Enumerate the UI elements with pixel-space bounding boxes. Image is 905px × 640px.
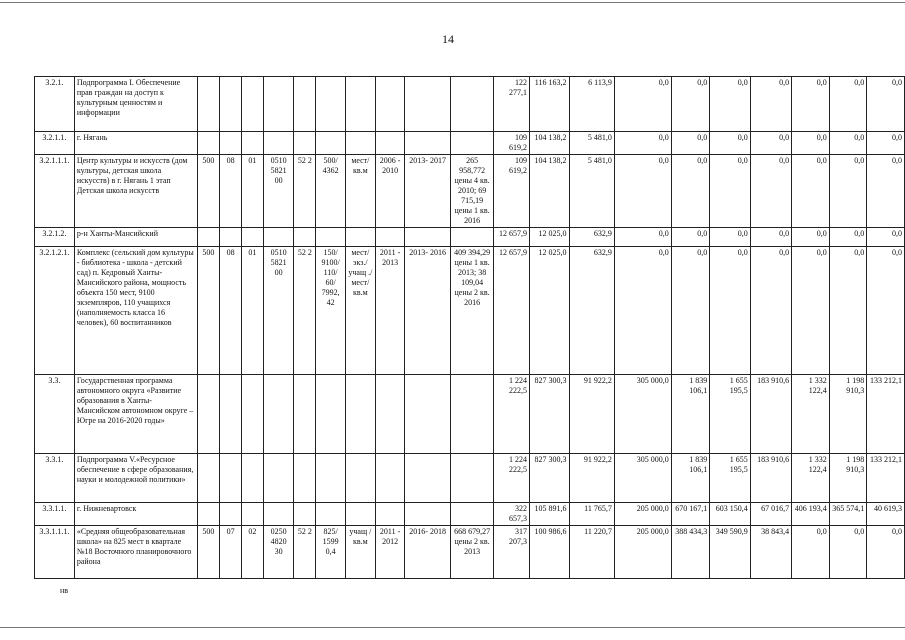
table-cell — [405, 375, 450, 454]
table-cell: 0,0 — [867, 228, 905, 247]
table-cell — [375, 503, 405, 526]
scan-edge-bottom — [0, 627, 905, 628]
table-cell: 133 212,1 — [867, 375, 905, 454]
table-cell: 0,0 — [829, 132, 867, 155]
table-cell: 122 277,1 — [494, 77, 530, 132]
table-cell — [375, 375, 405, 454]
table-cell: 0,0 — [614, 228, 671, 247]
table-cell: 01 — [242, 247, 264, 375]
table-cell: Подпрограмма V.«Ресурсное обеспечение в сфере образования, науки и молодежной политики» — [74, 454, 197, 503]
table-cell: 11 220,7 — [569, 526, 614, 579]
table-cell: 6 113,9 — [569, 77, 614, 132]
table-cell — [263, 228, 294, 247]
table-cell: 0,0 — [867, 155, 905, 228]
table-cell — [242, 228, 264, 247]
table-cell: 265 958,772 цены 4 кв. 2010; 69 715,19 цены 1 кв. 2016 — [450, 155, 494, 228]
table-cell: 91 922,2 — [569, 454, 614, 503]
table-cell: 3.2.1.1. — [35, 132, 75, 155]
table-cell: 67 016,7 — [750, 503, 791, 526]
table-cell: 52 2 — [294, 155, 316, 228]
table-cell — [220, 503, 242, 526]
table-cell: 1 198 910,3 — [829, 454, 867, 503]
table-cell: 3.3. — [35, 375, 75, 454]
table-cell: Комплекс (сельский дом культуры - библиотека - школа - детский сад) п. Кедровый Ханты-Мансийского района, мощность объекта 150 мест, 9100 экземпляров, 110 учащихся (наполняемость класса 16 человек), 60 воспитанников — [74, 247, 197, 375]
table-cell — [263, 454, 294, 503]
table-cell — [197, 503, 220, 526]
table-cell: 0,0 — [867, 132, 905, 155]
table-cell: 3.3.1.1.1. — [35, 526, 75, 579]
table-cell — [405, 77, 450, 132]
table-cell: 0,0 — [829, 526, 867, 579]
table-cell: 2013- 2016 — [405, 247, 450, 375]
table-cell: 08 — [220, 155, 242, 228]
table-cell: 5 481,0 — [569, 155, 614, 228]
table-cell: 349 590,9 — [710, 526, 750, 579]
table-cell — [345, 228, 375, 247]
table-cell: 40 619,3 — [867, 503, 905, 526]
table-cell: 0,0 — [867, 247, 905, 375]
table-cell: 0,0 — [710, 228, 750, 247]
table-cell: г. Нижневартовск — [74, 503, 197, 526]
table-cell: 0,0 — [829, 77, 867, 132]
table-cell: 0,0 — [710, 155, 750, 228]
table-cell: 100 986,6 — [530, 526, 569, 579]
table-cell — [450, 454, 494, 503]
table-cell: 0510 5821 00 — [263, 155, 294, 228]
table-cell — [375, 228, 405, 247]
table-cell: 388 434,3 — [671, 526, 710, 579]
table-cell — [242, 132, 264, 155]
table-cell: 2013- 2017 — [405, 155, 450, 228]
table-cell — [450, 503, 494, 526]
table-cell — [450, 77, 494, 132]
table-cell: 08 — [220, 247, 242, 375]
table-cell: 0,0 — [829, 155, 867, 228]
table-cell: 01 — [242, 155, 264, 228]
table-cell: 1 655 195,5 — [710, 454, 750, 503]
table-cell — [345, 503, 375, 526]
table-cell: 0,0 — [671, 132, 710, 155]
table-cell: 3.2.1.1.1. — [35, 155, 75, 228]
table-cell — [405, 503, 450, 526]
table-cell: 12 025,0 — [530, 247, 569, 375]
table-cell — [263, 132, 294, 155]
footer-note: нв — [60, 586, 69, 595]
table-cell: 0,0 — [792, 155, 830, 228]
table-cell: Государственная программа автономного округа «Развитие образования в Ханты-Мансийском автономном округе – Югре на 2016-2020 годы» — [74, 375, 197, 454]
table-cell — [345, 132, 375, 155]
table-cell — [263, 375, 294, 454]
table-row — [35, 155, 905, 228]
table-cell — [450, 228, 494, 247]
table-cell: 825/ 1599 0,4 — [316, 526, 346, 579]
table-cell: 305 000,0 — [614, 454, 671, 503]
table-cell — [375, 454, 405, 503]
table-cell: г. Нягань — [74, 132, 197, 155]
budget-table — [34, 76, 905, 579]
table-cell: учащ / кв.м — [345, 526, 375, 579]
table-cell: 183 910,6 — [750, 454, 791, 503]
table-cell: 1 839 106,1 — [671, 375, 710, 454]
table-row — [35, 228, 905, 247]
table-cell: 3.3.1. — [35, 454, 75, 503]
table-cell: 3.2.1.2.1. — [35, 247, 75, 375]
table-cell: 0,0 — [750, 155, 791, 228]
table-cell: 0,0 — [792, 228, 830, 247]
table-cell: 12 025,0 — [530, 228, 569, 247]
table-cell: 1 655 195,5 — [710, 375, 750, 454]
table-cell: 409 394,29 цены 1 кв. 2013; 38 109,04 цены 2 кв. 2016 — [450, 247, 494, 375]
table-cell: 0,0 — [750, 228, 791, 247]
table-cell: 104 138,2 — [530, 132, 569, 155]
table-cell — [220, 77, 242, 132]
table-cell: 3.3.1.1. — [35, 503, 75, 526]
table-row — [35, 454, 905, 503]
table-row — [35, 77, 905, 132]
table-cell — [263, 77, 294, 132]
table-cell: 305 000,0 — [614, 375, 671, 454]
table-cell: 1 224 222,5 — [494, 454, 530, 503]
table-cell: 52 2 — [294, 247, 316, 375]
table-cell: 109 619,2 — [494, 155, 530, 228]
table-cell: 0,0 — [614, 247, 671, 375]
table-row — [35, 503, 905, 526]
table-cell: 38 843,4 — [750, 526, 791, 579]
table-cell: 02 — [242, 526, 264, 579]
table-cell: 1 224 222,5 — [494, 375, 530, 454]
table-cell: 0,0 — [867, 77, 905, 132]
table-cell: 183 910,6 — [750, 375, 791, 454]
table-cell: 0,0 — [750, 77, 791, 132]
table-cell: 0,0 — [829, 228, 867, 247]
table-cell — [197, 454, 220, 503]
table-cell — [316, 454, 346, 503]
table-cell — [197, 228, 220, 247]
table-cell — [294, 454, 316, 503]
table-body — [35, 77, 905, 579]
table-cell: 1 332 122,4 — [792, 454, 830, 503]
table-cell — [345, 375, 375, 454]
table-cell — [263, 503, 294, 526]
table-cell — [294, 77, 316, 132]
table-cell: 1 332 122,4 — [792, 375, 830, 454]
table-cell — [375, 132, 405, 155]
table-cell — [242, 503, 264, 526]
table-cell: 52 2 — [294, 526, 316, 579]
table-cell: 1 839 106,1 — [671, 454, 710, 503]
table-cell: 668 679,27 цены 2 кв. 2013 — [450, 526, 494, 579]
table-cell — [220, 132, 242, 155]
table-cell: 0,0 — [614, 132, 671, 155]
table-cell — [197, 77, 220, 132]
table-cell — [294, 375, 316, 454]
table-cell: 0,0 — [710, 77, 750, 132]
table-cell: 0,0 — [671, 247, 710, 375]
table-cell: 11 765,7 — [569, 503, 614, 526]
table-cell: 0,0 — [671, 228, 710, 247]
table-row — [35, 132, 905, 155]
table-cell: 603 150,4 — [710, 503, 750, 526]
table-cell — [294, 503, 316, 526]
table-cell — [345, 77, 375, 132]
table-cell — [220, 454, 242, 503]
table-cell — [316, 375, 346, 454]
table-cell: 205 000,0 — [614, 526, 671, 579]
table-cell: 109 619,2 — [494, 132, 530, 155]
table-cell — [405, 228, 450, 247]
table-cell: 500 — [197, 155, 220, 228]
table-cell: 1 198 910,3 — [829, 375, 867, 454]
budget-table-container — [34, 76, 905, 579]
table-cell — [450, 375, 494, 454]
table-cell: 0,0 — [750, 132, 791, 155]
table-cell: 0,0 — [614, 155, 671, 228]
table-cell: р-н Ханты-Мансийский — [74, 228, 197, 247]
table-cell: 5 481,0 — [569, 132, 614, 155]
table-cell: 500 — [197, 247, 220, 375]
table-cell: 365 574,1 — [829, 503, 867, 526]
table-cell: 12 657,9 — [494, 228, 530, 247]
table-cell — [375, 77, 405, 132]
scan-edge-top — [0, 2, 905, 3]
table-cell: 827 300,3 — [530, 454, 569, 503]
table-cell — [242, 454, 264, 503]
table-cell: 2006 - 2010 — [375, 155, 405, 228]
table-cell — [316, 503, 346, 526]
table-cell: 2016- 2018 — [405, 526, 450, 579]
table-cell: 3.2.1.2. — [35, 228, 75, 247]
table-cell — [316, 228, 346, 247]
table-cell — [242, 375, 264, 454]
table-cell: 104 138,2 — [530, 155, 569, 228]
table-cell — [345, 454, 375, 503]
table-cell: 2011 - 2012 — [375, 526, 405, 579]
table-cell: 0,0 — [750, 247, 791, 375]
table-cell: 0,0 — [671, 77, 710, 132]
table-cell: 632,9 — [569, 228, 614, 247]
table-cell: 0,0 — [671, 155, 710, 228]
table-cell: 0,0 — [710, 132, 750, 155]
table-cell: 12 657,9 — [494, 247, 530, 375]
table-cell — [405, 132, 450, 155]
table-cell — [316, 77, 346, 132]
table-cell: 0250 4820 30 — [263, 526, 294, 579]
table-cell: 205 000,0 — [614, 503, 671, 526]
table-row — [35, 375, 905, 454]
table-cell: 500/ 4362 — [316, 155, 346, 228]
table-cell — [450, 132, 494, 155]
table-cell: 317 207,3 — [494, 526, 530, 579]
page-number: 14 — [442, 32, 454, 46]
table-cell: 0,0 — [792, 77, 830, 132]
table-cell: 0,0 — [710, 247, 750, 375]
table-row — [35, 526, 905, 579]
table-cell: 0,0 — [792, 526, 830, 579]
table-cell — [316, 132, 346, 155]
table-cell: 500 — [197, 526, 220, 579]
table-cell: 827 300,3 — [530, 375, 569, 454]
table-cell: мест/ кв.м — [345, 155, 375, 228]
table-cell: 91 922,2 — [569, 375, 614, 454]
table-cell: Подпрограмма I. Обеспечение прав граждан на доступ к культурным ценностям и информации — [74, 77, 197, 132]
table-cell — [294, 132, 316, 155]
table-cell: 105 891,6 — [530, 503, 569, 526]
table-cell: мест/ экз./ учащ ./ мест/ кв.м — [345, 247, 375, 375]
table-cell: 0,0 — [614, 77, 671, 132]
table-cell: «Средняя общеобразовательная школа» на 825 мест в квартале №18 Восточного планировочного района — [74, 526, 197, 579]
table-cell — [220, 228, 242, 247]
table-cell: 670 167,1 — [671, 503, 710, 526]
table-cell: 0,0 — [792, 247, 830, 375]
table-row — [35, 247, 905, 375]
table-cell: 116 163,2 — [530, 77, 569, 132]
table-cell: Центр культуры и искусств (дом культуры, детская школа искусств) в г. Нягань 1 этап Детская школа искусств — [74, 155, 197, 228]
table-cell — [197, 132, 220, 155]
table-cell: 133 212,1 — [867, 454, 905, 503]
table-cell — [242, 77, 264, 132]
table-cell — [294, 228, 316, 247]
table-cell: 150/ 9100/ 110/ 60/ 7992, 42 — [316, 247, 346, 375]
table-cell: 07 — [220, 526, 242, 579]
table-cell — [197, 375, 220, 454]
table-cell — [220, 375, 242, 454]
table-cell — [405, 454, 450, 503]
table-cell: 3.2.1. — [35, 77, 75, 132]
table-cell: 2011 - 2013 — [375, 247, 405, 375]
table-cell: 632,9 — [569, 247, 614, 375]
table-cell: 406 193,4 — [792, 503, 830, 526]
table-cell: 0,0 — [792, 132, 830, 155]
table-cell: 0510 5821 00 — [263, 247, 294, 375]
table-cell: 0,0 — [829, 247, 867, 375]
table-cell: 322 657,3 — [494, 503, 530, 526]
table-cell: 0,0 — [867, 526, 905, 579]
